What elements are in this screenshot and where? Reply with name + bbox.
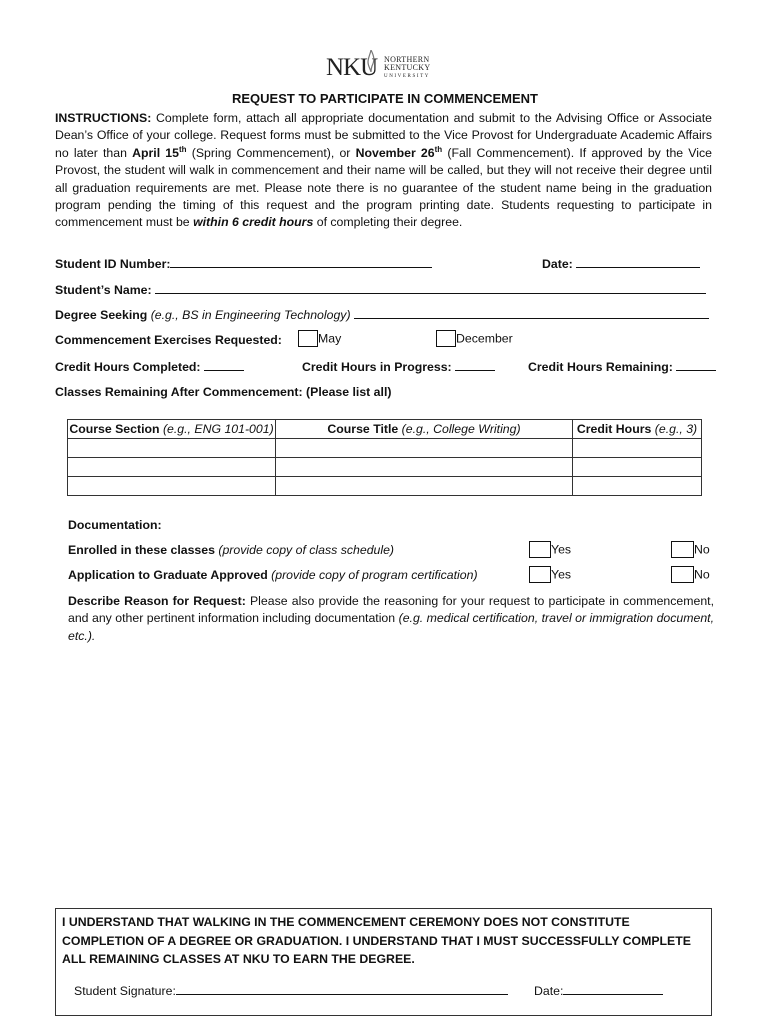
- logo-northern: NORTHERN: [384, 55, 430, 64]
- student-name-label: Student’s Name:: [55, 283, 152, 297]
- december-option: [436, 330, 513, 347]
- enrolled-label: Enrolled in these classes: [68, 543, 215, 557]
- table-cell[interactable]: [68, 458, 276, 477]
- reason-hint: (e.g. medical certification, travel or immigration document, etc.).: [68, 611, 714, 643]
- acknowledgement-box: [55, 908, 712, 1016]
- may-label: May: [318, 331, 342, 346]
- signature-date-field[interactable]: [563, 983, 663, 995]
- student-name-row: [55, 282, 706, 297]
- in-progress-row: [302, 359, 495, 374]
- graduate-row: [68, 568, 478, 582]
- date-label: Date:: [542, 257, 573, 271]
- december-label: December: [456, 331, 513, 346]
- table-cell[interactable]: [276, 439, 573, 458]
- in-progress-field[interactable]: [455, 359, 495, 371]
- signature-label: Student Signature:: [74, 984, 176, 998]
- instructions-text-2: (Spring Commencement), or: [186, 145, 356, 160]
- classes-remaining-heading: [55, 385, 391, 399]
- acknowledgement-text: I UNDERSTAND THAT WALKING IN THE COMMENCEMENT CEREMONY DOES NOT CONSTITUTE COMPLETION OF A DEGREE OR GRADUATION. I UNDERSTAND THAT I MUST SUCCESSFULLY COMPLETE ALL REMAINING CLASSES AT NKU TO EARN THE DEGREE.: [62, 915, 691, 966]
- date-field[interactable]: [576, 256, 700, 268]
- signature-date-row: [534, 983, 663, 998]
- reason-text: Please also provide the reasoning for your request to participate in commencement, and any other pertinent information including documentation: [68, 594, 714, 626]
- signature-row: [74, 983, 508, 998]
- flame-icon: [366, 50, 376, 72]
- logo-mark: NKU: [326, 54, 378, 81]
- classes-remaining-text: Classes Remaining After Commencement: (Please list all): [55, 385, 392, 399]
- fall-deadline: November 26: [355, 145, 435, 160]
- table-cell[interactable]: [68, 477, 276, 496]
- december-checkbox[interactable]: [436, 330, 456, 347]
- fall-deadline-sup: th: [434, 144, 443, 154]
- student-id-label: Student ID Number:: [55, 257, 171, 271]
- col-credit-hours-hint: (e.g., 3): [654, 422, 698, 436]
- instructions-text-1: Complete form, attach all appropriate documentation and submit to the Advising Office or Associate Dean’s Office of your college. Request forms must be submitted to the Vice Provost for Undergraduate Academic Affairs no later than: [55, 111, 712, 160]
- reason-label: Describe Reason for Request:: [68, 594, 246, 608]
- graduate-yes-checkbox[interactable]: [529, 566, 551, 583]
- may-option: [298, 330, 341, 347]
- col-course-title-label: Course Title: [327, 422, 399, 436]
- date-row: [542, 256, 700, 271]
- remaining-row: [528, 359, 716, 374]
- reason-paragraph: [68, 593, 714, 645]
- table-header-row: [68, 420, 702, 439]
- enrolled-no-option: [671, 541, 710, 558]
- courses-table: [67, 419, 702, 496]
- instructions-text-3: (Fall Commencement). If approved by the Vice Provost, the student will walk in commencement and their name will be called, but they will not receive their degree until all graduation requirements are met. Please note there is no guarantee of the student name being in the graduation program pending the timing of this request and the program printing date. Students requesting to participate in commencement must be: [55, 145, 713, 230]
- nku-logo: [322, 48, 452, 80]
- table-row: [68, 439, 702, 458]
- degree-field[interactable]: [354, 307, 709, 319]
- graduate-label: Application to Graduate Approved: [68, 568, 268, 582]
- table-row: [68, 477, 702, 496]
- table-cell[interactable]: [276, 458, 573, 477]
- table-cell[interactable]: [573, 439, 702, 458]
- table-cell[interactable]: [68, 439, 276, 458]
- logo-kentucky: KENTUCKY: [384, 63, 431, 72]
- signature-field[interactable]: [176, 983, 508, 995]
- enrolled-hint: (provide copy of class schedule): [218, 543, 395, 557]
- graduate-hint: (provide copy of program certification): [271, 568, 478, 582]
- in-progress-label: Credit Hours in Progress:: [302, 360, 452, 374]
- student-id-field[interactable]: [170, 256, 432, 268]
- logo-university: UNIVERSITY: [384, 74, 430, 79]
- col-course-title: [276, 420, 573, 439]
- student-id-row: [55, 256, 432, 271]
- table-row: [68, 458, 702, 477]
- completed-label: Credit Hours Completed:: [55, 360, 201, 374]
- documentation-heading-text: Documentation:: [68, 518, 162, 532]
- may-checkbox[interactable]: [298, 330, 318, 347]
- degree-hint: (e.g., BS in Engineering Technology): [150, 308, 351, 322]
- graduate-no-option: [671, 566, 710, 583]
- enrolled-yes-label: Yes: [551, 542, 572, 557]
- remaining-field[interactable]: [676, 359, 716, 371]
- instructions: [55, 110, 712, 232]
- instructions-text-4: of completing their degree.: [313, 215, 463, 230]
- graduate-no-checkbox[interactable]: [671, 566, 694, 583]
- documentation-heading: [68, 518, 162, 532]
- enrolled-row: [68, 543, 394, 557]
- col-course-title-hint: (e.g., College Writing): [401, 422, 521, 436]
- credit-hours-emphasis: within 6 credit hours: [193, 215, 314, 230]
- signature-date-label: Date:: [534, 984, 564, 998]
- reason-answer-area[interactable]: [68, 650, 714, 890]
- exercises-label-text: Commencement Exercises Requested:: [55, 333, 282, 347]
- enrolled-yes-option: [529, 541, 571, 558]
- remaining-label: Credit Hours Remaining:: [528, 360, 673, 374]
- enrolled-no-label: No: [694, 542, 710, 557]
- table-cell[interactable]: [276, 477, 573, 496]
- table-cell[interactable]: [573, 477, 702, 496]
- col-course-section: [68, 420, 276, 439]
- enrolled-yes-checkbox[interactable]: [529, 541, 551, 558]
- instructions-label: INSTRUCTIONS:: [55, 111, 152, 125]
- completed-field[interactable]: [204, 359, 244, 371]
- table-cell[interactable]: [573, 458, 702, 477]
- enrolled-no-checkbox[interactable]: [671, 541, 694, 558]
- spring-deadline-sup: th: [178, 144, 187, 154]
- graduate-no-label: No: [694, 567, 710, 582]
- page-title: REQUEST TO PARTICIPATE IN COMMENCEMENT: [232, 91, 538, 106]
- col-credit-hours: [573, 420, 702, 439]
- col-credit-hours-label: Credit Hours: [576, 422, 652, 436]
- completed-row: [55, 359, 244, 374]
- graduate-yes-label: Yes: [551, 567, 572, 582]
- degree-label: Degree Seeking: [55, 308, 148, 322]
- col-course-section-hint: (e.g., ENG 101-001): [162, 422, 274, 436]
- spring-deadline: April 15: [132, 145, 179, 160]
- exercises-label: [55, 333, 282, 347]
- graduate-yes-option: [529, 566, 571, 583]
- student-name-field[interactable]: [155, 282, 706, 294]
- col-course-section-label: Course Section: [69, 422, 160, 436]
- degree-row: [55, 307, 709, 322]
